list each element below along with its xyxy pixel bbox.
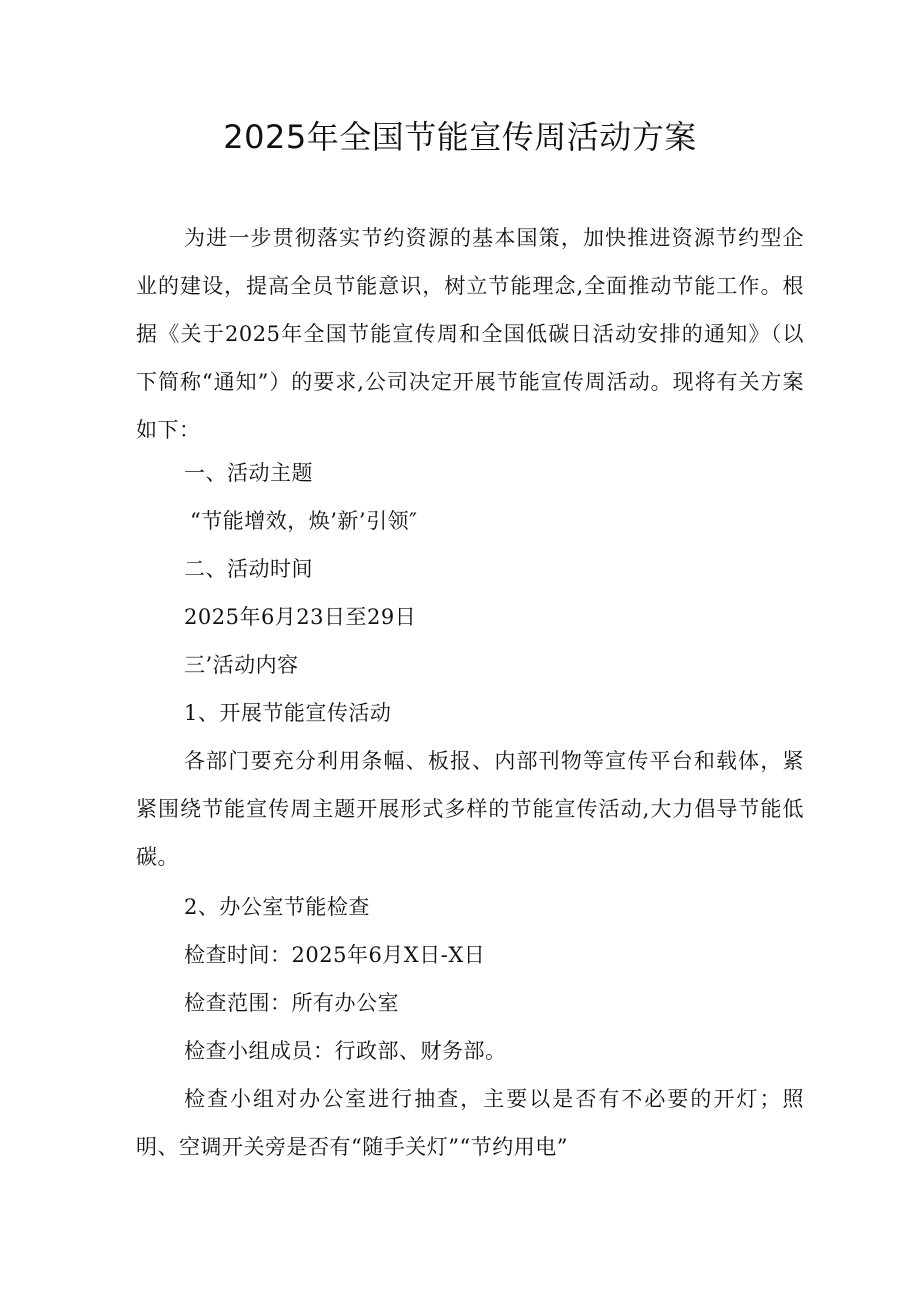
- section2-heading: 二、活动时间: [184, 557, 313, 581]
- activity-date: 2025年6月23日至29日: [184, 605, 417, 629]
- check-time: 检查时间：2025年6月X日-X日: [184, 943, 486, 967]
- section1-heading: 一、活动主题: [184, 461, 313, 485]
- item1-block: [136, 737, 804, 881]
- document-title: 2025年全国节能宣传周活动方案: [223, 118, 697, 156]
- theme-text: “节能增效，焕’新’引领″: [190, 509, 418, 533]
- item2-heading: 2、办公室节能检查: [184, 895, 370, 919]
- check-scope: 检查范围：所有办公室: [184, 991, 399, 1015]
- intro-block: [136, 214, 804, 454]
- check-body: 检查小组对办公室进行抽查，主要以是否有不必要的开灯；照明、空调开关旁是否有“随手关灯”“节约用电”: [136, 1087, 804, 1159]
- section3-heading: 三’活动内容: [184, 653, 299, 677]
- item1-heading: 1、开展节能宣传活动: [184, 701, 392, 725]
- check-block: [136, 1075, 804, 1171]
- item1-body: 各部门要充分利用条幅、板报、内部刊物等宣传平台和载体，紧紧围绕节能宣传周主题开展形式多样的节能宣传活动,大力倡导节能低碳。: [136, 749, 804, 869]
- intro-paragraph: 为进一步贯彻落实节约资源的基本国策，加快推进资源节约型企业的建设，提高全员节能意识，树立节能理念,全面推动节能工作。根据《关于2025年全国节能宣传周和全国低碳日活动安排的通知》（以下简称“通知”）的要求,公司决定开展节能宣传周活动。现将有关方案如下：: [136, 226, 804, 442]
- check-members: 检查小组成员：行政部、财务部。: [184, 1039, 507, 1063]
